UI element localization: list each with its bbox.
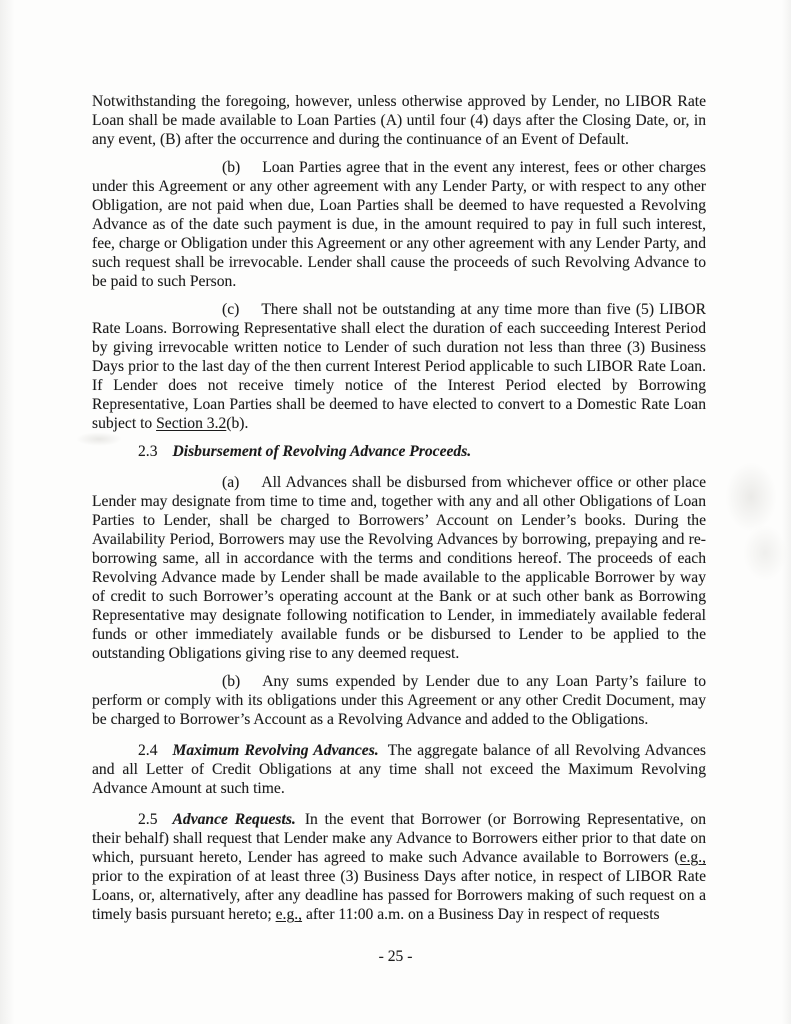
paragraph-label: (a) [222, 474, 240, 491]
section-2-3-heading [92, 442, 706, 461]
section-title: Advance Requests. [172, 811, 296, 828]
section-reference: Section 3.2 [156, 415, 227, 432]
scan-smudge [725, 462, 777, 532]
eg-abbreviation: e.g., [679, 849, 706, 866]
section-2-5-paragraph [92, 810, 706, 924]
paragraph-text: In the event that Borrower (or Borrowing Representative, on their behalf) shall request that Lender make any Advance to Borrowers either prior to that date on which, pursuant hereto, Lender has agreed to make such Advance available to Borrowers ( [92, 811, 706, 866]
scan-edge-shading-right [781, 0, 791, 1024]
paragraph-text: All Advances shall be disbursed from whichever office or other place Lender may designate from time to time and, together with any and all other Obligations of Loan Parties to Lender, shall be charged to Borrowers’ Account on Lender’s books. During the Availability Period, Borrowers may use the Revolving Advances by borrowing, prepaying and re-borrowing same, all in accordance with the terms and conditions hereof. The proceeds of each Revolving Advance made by Lender shall be made available to the applicable Borrower by way of credit to such Borrower’s operating account at the Bank or at such other bank as Borrowing Representative may designate following notification to Lender, in immediately available federal funds or other immediately available funds or be disbursed to Lender to be applied to the outstanding Obligations giving rise to any deemed request. [92, 474, 706, 662]
paragraph-label: (c) [222, 301, 240, 318]
paragraph-2-3-b [92, 672, 706, 729]
paragraph-label: (b) [222, 673, 241, 690]
paragraph-text: prior to the expiration of at least three (3) Business Days after notice, in respect of LIBOR Rate Loans, or, alternatively, after any deadline has passed for Borrowers making of such request on a timely basis pursuant hereto; [92, 868, 706, 923]
paragraph-label: (b) [222, 159, 241, 176]
scan-edge-shading-left [0, 0, 16, 1024]
section-2-4-paragraph [92, 741, 706, 798]
paragraph-continuation [92, 92, 706, 149]
section-number: 2.3 [138, 443, 158, 460]
paragraph-text: after 11:00 a.m. on a Business Day in respect of requests [302, 906, 660, 923]
paragraph-text: The aggregate balance of all Revolving Advances and all Letter of Credit Obligations at any time shall not exceed the Maximum Revolving Advance Amount at such time. [92, 742, 706, 797]
paragraph-text: Loan Parties agree that in the event any interest, fees or other charges under this Agreement or any other agreement with any Lender Party, or with respect to any other Obligation, are not paid when due, Loan Parties shall be deemed to have requested a Revolving Advance as of the date such payment is due, in the amount required to pay in full such interest, fee, charge or Obligation under this Agreement or any other agreement with any Lender Party, and such request shall be irrevocable. Lender shall cause the proceeds of such Revolving Advance to be paid to such Person. [92, 159, 707, 290]
section-title: Maximum Revolving Advances. [172, 742, 379, 759]
paragraph-2-2-b [92, 158, 706, 291]
paragraph-text: Notwithstanding the foregoing, however, unless otherwise approved by Lender, no LIBOR Rate Loan shall be made available to Loan Parties (A) until four (4) days after the Closing Date, or, in any event, (B) after the occurrence and during the continuance of an Event of Default. [92, 93, 706, 148]
paragraph-2-2-c [92, 300, 706, 433]
eg-abbreviation: e.g., [275, 906, 303, 923]
paragraph-text: (b). [226, 415, 249, 432]
section-number: 2.5 [138, 811, 158, 828]
section-title: Disbursement of Revolving Advance Proceeds. [172, 443, 472, 460]
section-number: 2.4 [138, 742, 158, 759]
paragraph-text: There shall not be outstanding at any time more than five (5) LIBOR Rate Loans. Borrowing Representative shall elect the duration of each succeeding Interest Period by giving irrevocable written notice to Lender of such duration not less than three (3) Business Days prior to the last day of the then current Interest Period applicable to such LIBOR Rate Loan. If Lender does not receive timely notice of the Interest Period elected by Borrowing Representative, Loan Parties shall be deemed to have elected to convert to a Domestic Rate Loan subject to [92, 301, 706, 432]
paragraph-2-3-a [92, 473, 706, 663]
page-number: - 25 - [378, 948, 413, 965]
paragraph-text: Any sums expended by Lender due to any Loan Party’s failure to perform or comply with its obligations under this Agreement or any other Credit Document, may be charged to Borrower’s Account as a Revolving Advance and added to the Obligations. [92, 673, 706, 728]
document-body [92, 92, 706, 924]
scan-smudge [743, 525, 787, 581]
